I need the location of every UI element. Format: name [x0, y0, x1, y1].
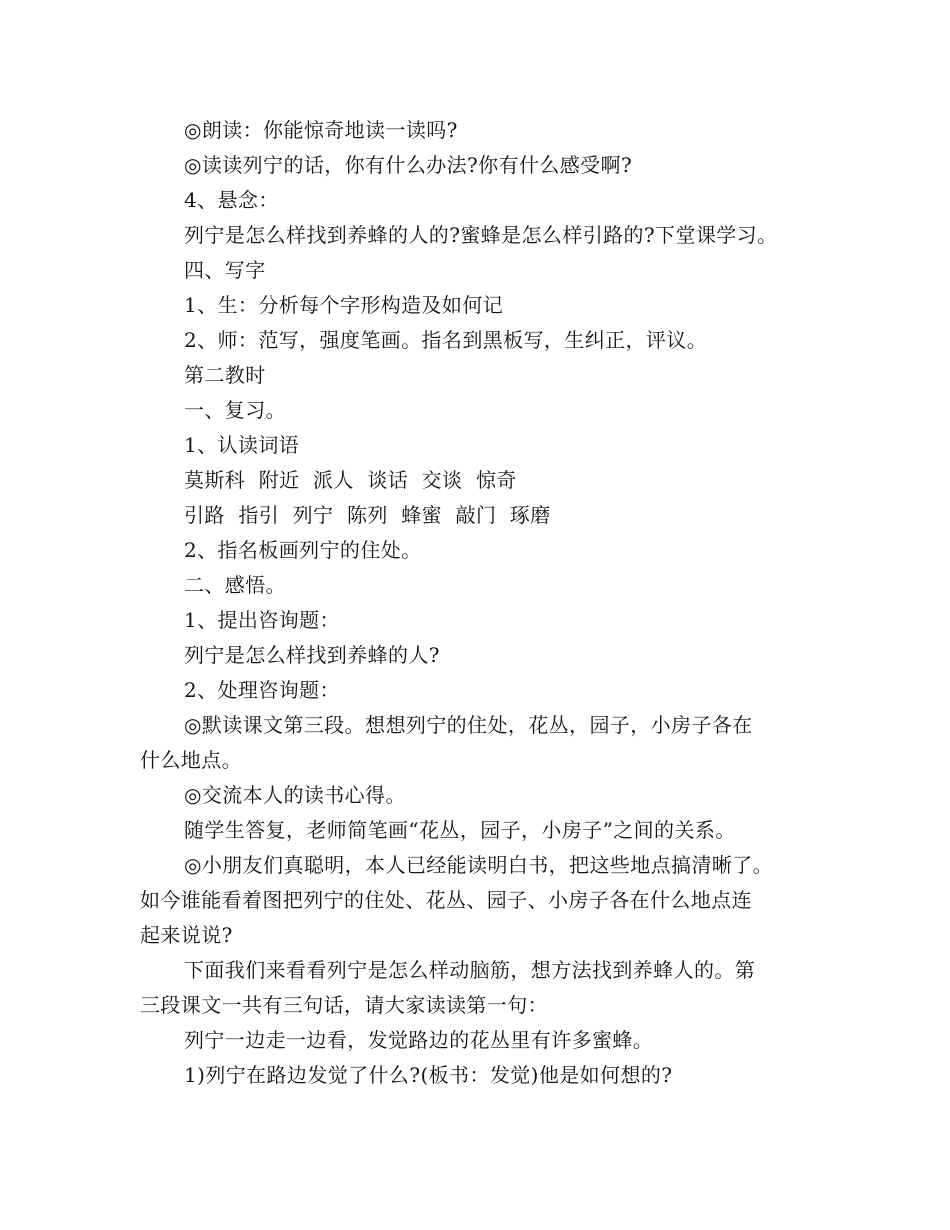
text-line: ◎朗读：你能惊奇地读一读吗?: [184, 118, 458, 142]
text-line: 随学生答复，老师简笔画“花丛，园子，小房子”之间的关系。: [184, 818, 736, 842]
text-line: ◎交流本人的读书心得。: [184, 783, 406, 807]
text-line: 列宁是怎么样找到养蜂的人的?蜜蜂是怎么样引路的?下堂课学习。: [184, 223, 778, 247]
text-line: ◎默读课文第三段。想想列宁的住处，花丛，园子，小房子各在: [184, 713, 753, 737]
text-line: 什么地点。: [140, 748, 242, 772]
section-heading: 二、感悟。: [184, 573, 286, 597]
section-heading: 四、写字: [184, 258, 266, 282]
text-line: 下面我们来看看列宁是怎么样动脑筋，想方法找到养蜂人的。第: [184, 958, 756, 982]
vocab-line: 引路 指引 列宁 陈列 蜂蜜 敲门 琢磨: [184, 503, 551, 527]
text-line: ◎读读列宁的话，你有什么办法?你有什么感受啊?: [184, 153, 633, 177]
text-line: ◎小朋友们真聪明，本人已经能读明白书，把这些地点搞清晰了。: [184, 853, 774, 877]
text-line: 1、生：分析每个字形构造及如何记: [184, 293, 504, 317]
vocab-line: 莫斯科 附近 派人 谈话 交谈 惊奇: [184, 468, 517, 492]
text-line: 三段课文一共有三句话，请大家读读第一句：: [140, 993, 548, 1017]
text-line: 起来说说?: [140, 923, 233, 947]
text-line: 4、悬念：: [184, 188, 279, 212]
text-line: 2、处理咨询题：: [184, 678, 340, 702]
text-line: 列宁是怎么样找到养蜂的人?: [184, 643, 440, 667]
text-line: 2、师：范写，强度笔画。指名到黑板写，生纠正，评议。: [184, 328, 708, 352]
text-line: 2、指名板画列宁的住处。: [184, 538, 422, 562]
text-line: 列宁一边走一边看，发觉路边的花丛里有许多蜜蜂。: [184, 1028, 654, 1052]
section-heading: 一、复习。: [184, 398, 286, 422]
text-line: 如今谁能看着图把列宁的住处、花丛、园子、小房子各在什么地点连: [140, 888, 752, 912]
text-line: 1、认读词语: [184, 433, 300, 457]
text-line: 1)列宁在路边发觉了什么?(板书：发觉)他是如何想的?: [184, 1063, 673, 1087]
section-heading: 第二教时: [184, 363, 266, 387]
text-line: 1、提出咨询题：: [184, 608, 340, 632]
